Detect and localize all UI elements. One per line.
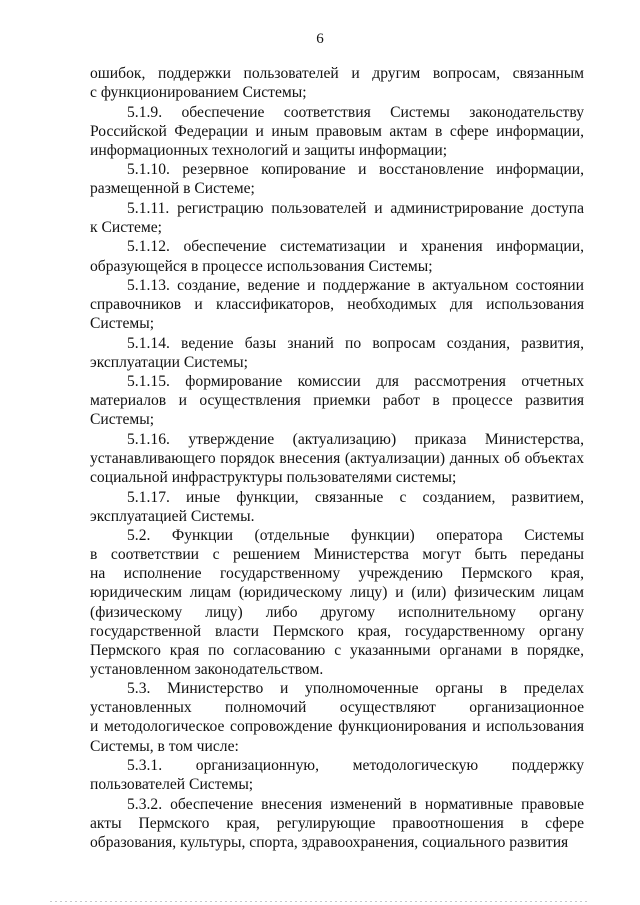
text-line: 5.1.10. резервное копирование и восстановление информации,	[127, 161, 584, 179]
text-line: установленных полномочий осуществляют организационное	[90, 699, 584, 717]
text-line: в соответствии с решением Министерства могут быть переданы	[90, 546, 584, 564]
text-line: 5.2. Функции (отдельные функции) оператора Системы	[127, 527, 584, 545]
text-line: 5.1.15. формирование комиссии для рассмотрения отчетных	[127, 373, 584, 391]
text-line: эксплуатацией Системы.	[90, 507, 255, 525]
text-line: государственной власти Пермского края, государственному органу	[90, 622, 584, 640]
text-line: информационных технологий и защиты информации;	[90, 141, 448, 159]
text-line: (физическому лицу) либо другому исполнительному органу	[90, 603, 584, 621]
paragraph	[90, 679, 584, 755]
paragraph	[90, 160, 584, 198]
text-line: на исполнение государственному учреждению Пермского края,	[90, 565, 584, 583]
text-line: Российской Федерации и иным правовым актам в сфере информации,	[90, 122, 584, 140]
text-line: 5.1.11. регистрацию пользователей и администрирование доступа	[127, 199, 584, 217]
text-line: к Системе;	[90, 218, 162, 236]
paragraph	[90, 795, 584, 852]
text-line: 5.3.2. обеспечение внесения изменений в нормативные правовые	[127, 795, 584, 813]
text-line: акты Пермского края, регулирующие правоотношения в сфере	[90, 814, 584, 832]
text-line: 5.1.16. утверждение (актуализацию) приказа Министерства,	[127, 430, 584, 448]
text-line: Пермского края по согласованию с указанными органами в порядке,	[90, 641, 584, 659]
document-body	[90, 64, 584, 852]
text-line: юридическим лицам (юридическому лицу) и (или) физическим лицам	[90, 584, 584, 602]
text-line: 5.3. Министерство и уполномоченные органы в пределах	[127, 680, 584, 698]
paragraph	[90, 372, 584, 429]
text-line: устанавливающего порядок внесения (актуализации) данных об объектах	[90, 450, 584, 467]
text-line: Системы, в том числе:	[90, 737, 239, 755]
text-line: пользователей Системы;	[90, 776, 254, 794]
paragraph	[90, 237, 584, 275]
text-line: установленном законодательством.	[90, 660, 324, 678]
text-line: материалов и осуществления приемки работ в процессе развития Системы;	[90, 392, 584, 429]
paragraph	[90, 64, 584, 102]
paragraph	[90, 756, 584, 794]
paragraph	[90, 430, 584, 487]
text-line: и методологическое сопровождение функционирования и использования	[90, 718, 584, 736]
text-line: 5.1.13. создание, ведение и поддержание в актуальном состоянии	[127, 276, 584, 294]
text-line: 5.1.9. обеспечение соответствия Системы законодательству	[127, 103, 584, 121]
text-line: эксплуатации Системы;	[90, 353, 248, 371]
text-line: Системы;	[90, 315, 155, 333]
paragraph	[90, 334, 584, 372]
text-line: 5.1.12. обеспечение систематизации и хранения информации,	[127, 238, 584, 256]
text-line: образующейся в процессе использования Системы;	[90, 257, 433, 275]
text-line: социальной инфраструктуры пользователями системы;	[90, 469, 457, 487]
paragraph	[90, 103, 584, 160]
paragraph	[90, 276, 584, 333]
text-line: 5.1.17. иные функции, связанные с созданием, развитием,	[127, 488, 584, 506]
paragraph	[90, 199, 584, 237]
text-line: 5.3.1. организационную, методологическую поддержку	[127, 757, 584, 775]
paragraph	[90, 488, 584, 526]
text-line: ошибок, поддержки пользователей и другим вопросам, связанным	[90, 65, 584, 82]
text-line: с функционированием Системы;	[90, 84, 307, 102]
text-line: 5.1.14. ведение базы знаний по вопросам создания, развития,	[127, 334, 584, 352]
text-line: размещенной в Системе;	[90, 180, 255, 198]
text-line: образования, культуры, спорта, здравоохранения, социального развития	[90, 833, 569, 851]
text-line: справочников и классификаторов, необходимых для использования	[90, 296, 584, 314]
page-number: 6	[316, 31, 324, 47]
scan-edge-line	[50, 901, 590, 902]
paragraph	[90, 526, 584, 679]
